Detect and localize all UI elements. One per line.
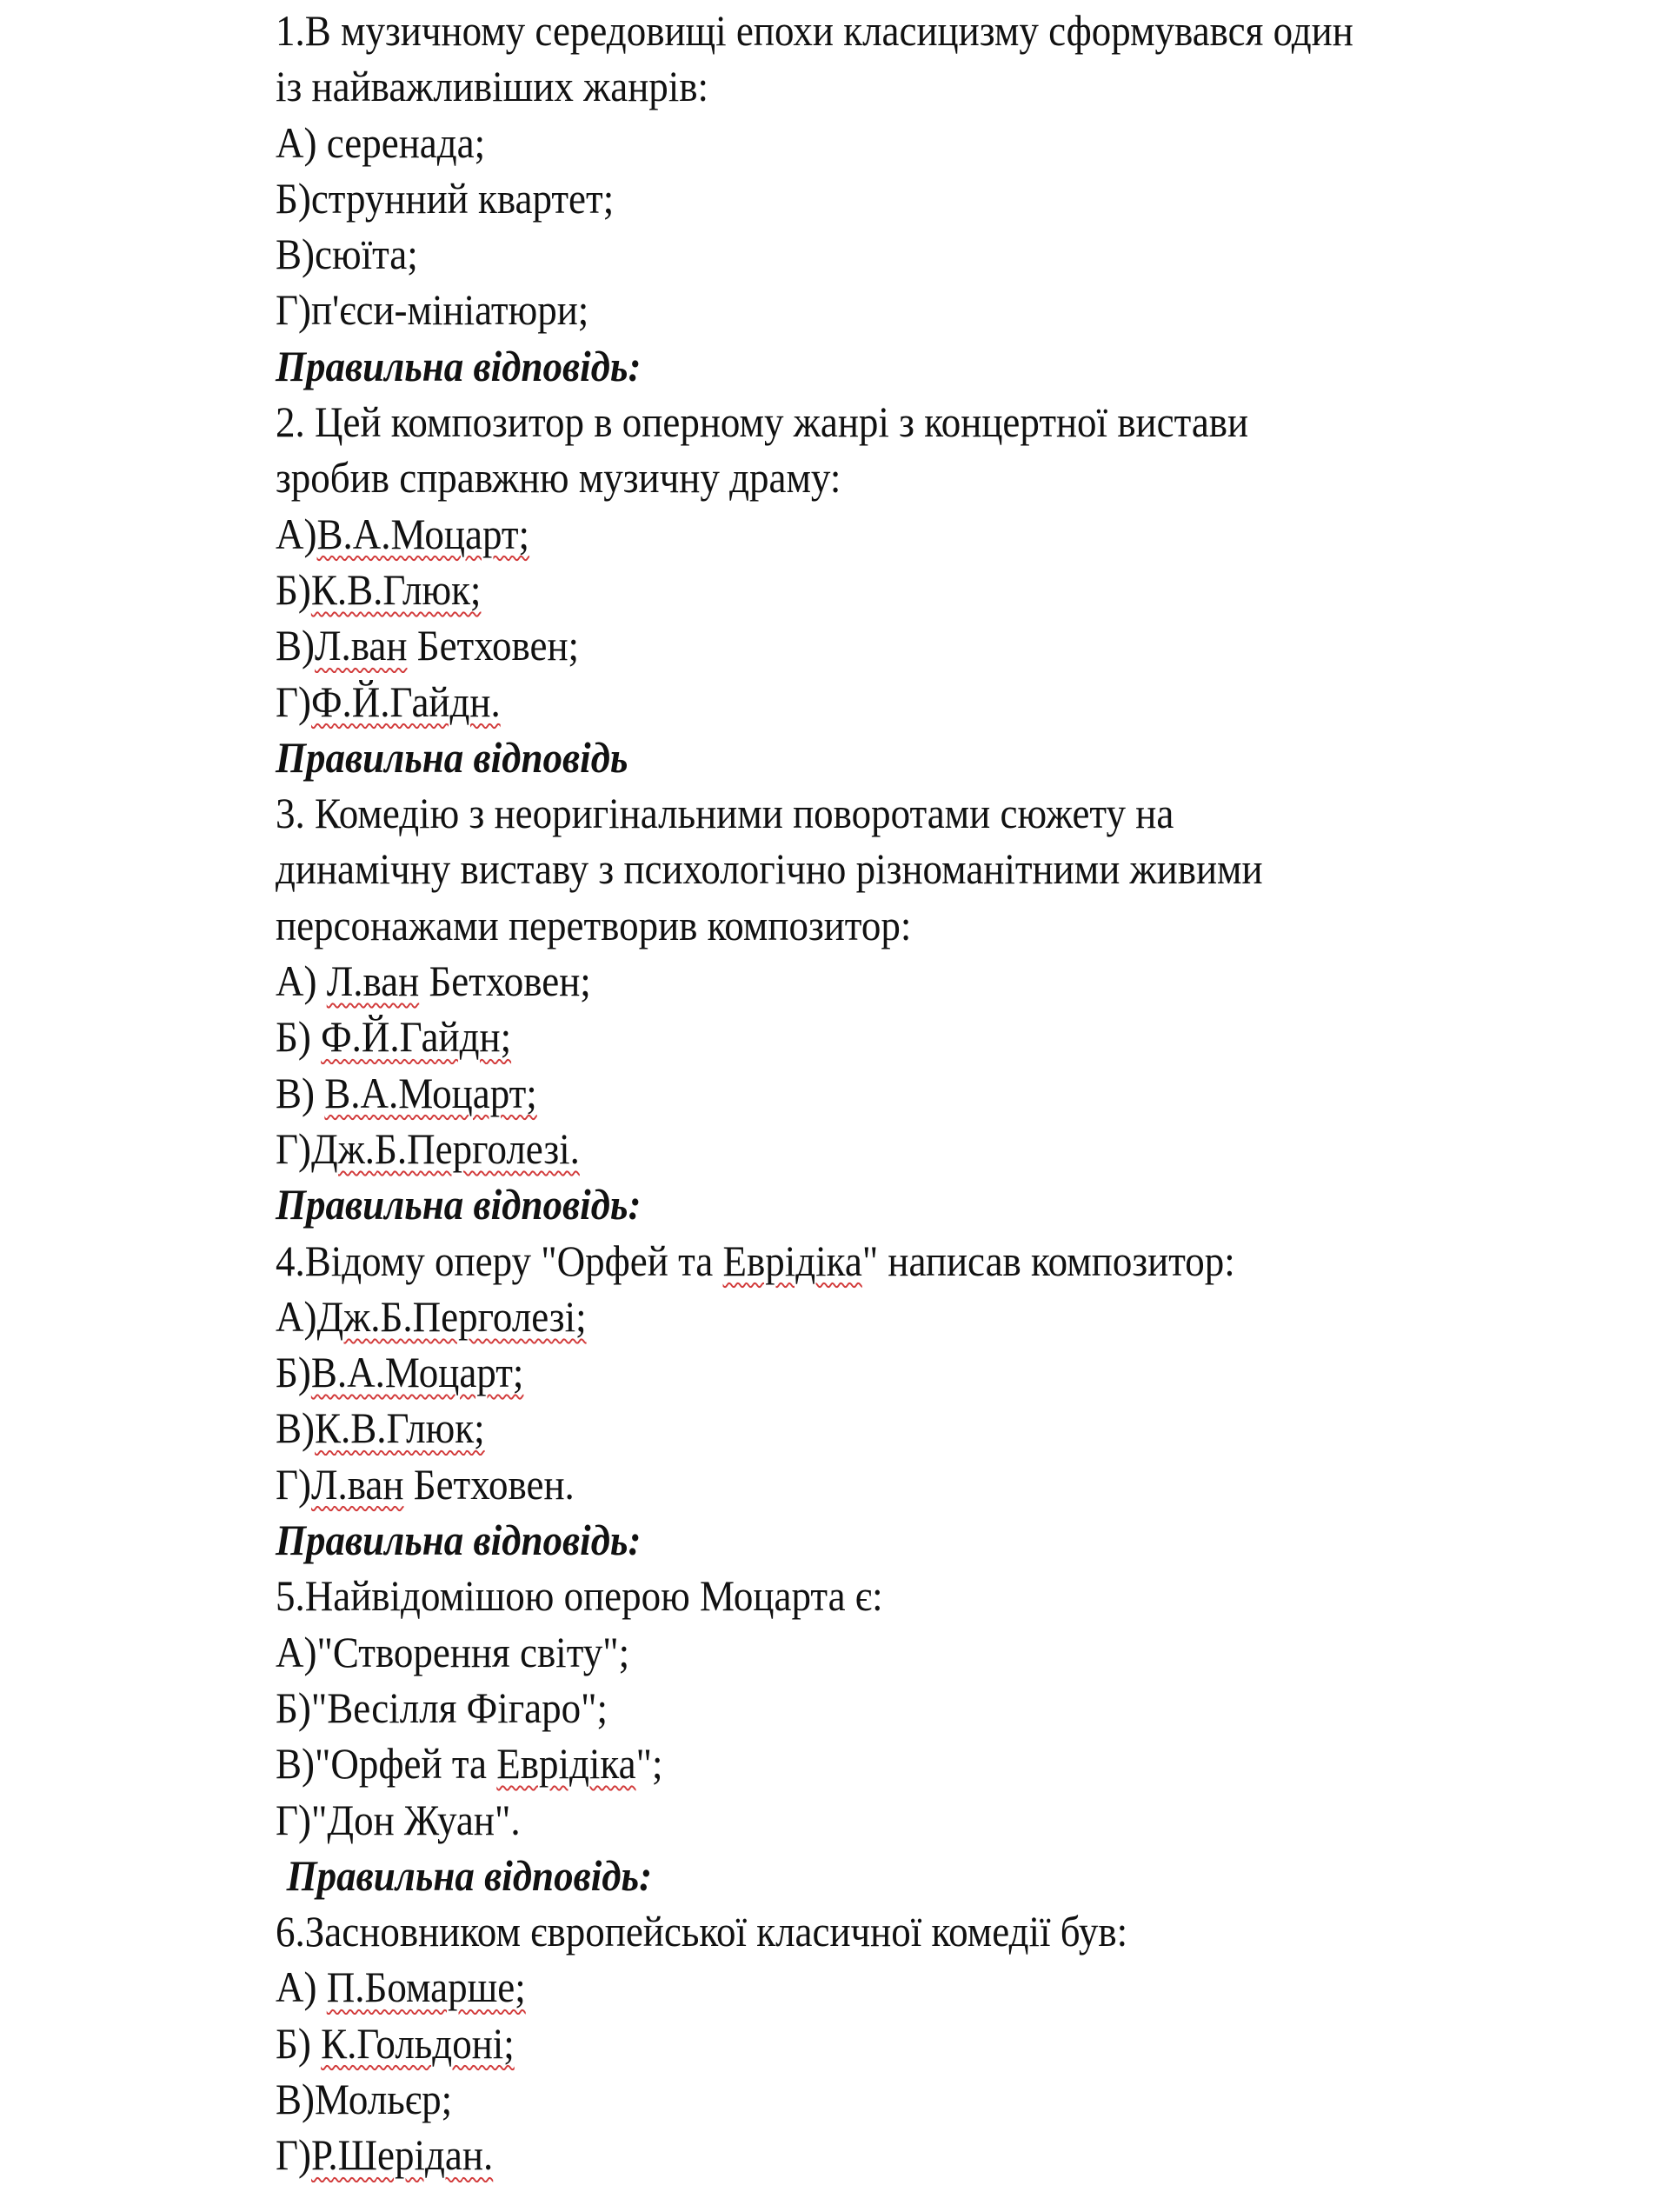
text-segment: 1.В музичному середовищі епохи класицизму сформувався один — [276, 6, 1353, 55]
answer-option — [276, 506, 1496, 562]
text-segment: із найважливіших жанрів: — [276, 62, 709, 111]
text-segment: А)"Створення світу"; — [276, 1627, 630, 1676]
text-segment: 3. Комедію з неоригінальними поворотами сюжету на — [276, 789, 1174, 838]
answer-option — [276, 1456, 1496, 1512]
text-segment: 5.Найвідомішою оперою Моцарта є: — [276, 1571, 883, 1621]
document-page — [276, 3, 1632, 2183]
answer-option — [276, 1289, 1496, 1344]
question-text-line — [276, 394, 1496, 450]
text-segment: В)сюїта; — [276, 230, 418, 279]
text-segment: Правильна відповідь: — [286, 1850, 653, 1900]
answer-option — [276, 2127, 1496, 2182]
spellcheck-flagged-word: Л.ван — [311, 1459, 404, 1509]
question-text-line — [276, 1903, 1496, 1959]
text-segment: персонажами перетворив композитор: — [276, 900, 912, 949]
text-segment: Б)"Весілля Фігаро"; — [276, 1682, 608, 1732]
spellcheck-flagged-word: В.А.Моцарт; — [310, 1348, 524, 1397]
text-segment: зробив справжню музичну драму: — [276, 453, 841, 503]
question-text-line — [276, 785, 1496, 841]
text-segment: Г)"Дон Жуан". — [276, 1795, 521, 1844]
question-text-line — [276, 1233, 1496, 1289]
text-segment: 4.Відому оперу "Орфей та — [276, 1236, 723, 1285]
text-segment: Правильна відповідь: — [276, 1516, 642, 1565]
text-segment: Правильна відповідь — [276, 732, 628, 782]
spellcheck-flagged-word: К.В.Глюк; — [315, 1403, 485, 1453]
answer-option — [276, 1400, 1496, 1456]
text-segment: Правильна відповідь: — [276, 341, 642, 390]
spellcheck-flagged-word: П.Бомарше; — [326, 1962, 526, 2012]
answer-option — [276, 2071, 1496, 2127]
text-segment: 6.Засновником європейської класичної комедії був: — [276, 1907, 1128, 1956]
answer-option — [276, 282, 1496, 337]
spellcheck-flagged-word: Л.ван — [315, 621, 408, 670]
spellcheck-flagged-word: Еврідіка — [496, 1739, 636, 1789]
text-segment: В) — [276, 1403, 315, 1453]
text-segment: динамічну виставу з психологічно різноманітними живими — [276, 844, 1263, 894]
text-segment: А) серенада; — [276, 117, 486, 167]
text-segment: Г)п'єси-мініатюри; — [276, 285, 589, 335]
text-segment: В) — [276, 621, 315, 670]
correct-answer-label — [276, 1512, 1496, 1568]
spellcheck-flagged-word: Дж.Б.Перголезі. — [311, 1123, 580, 1173]
question-text-line — [276, 58, 1496, 114]
text-segment: В)Мольєр; — [276, 2074, 453, 2123]
text-segment: А) — [276, 1962, 327, 2012]
spellcheck-flagged-word: Ф.Й.Гайдн. — [311, 676, 501, 726]
answer-option — [276, 953, 1496, 1009]
answer-option — [276, 1680, 1496, 1736]
spellcheck-flagged-word: Ф.Й.Гайдн; — [321, 1012, 512, 1062]
question-text-line — [276, 1568, 1496, 1623]
question-text-line — [276, 3, 1496, 58]
text-segment: 2. Цей композитор в оперному жанрі з концертної вистави — [276, 397, 1249, 447]
spellcheck-flagged-word: В.А.Моцарт; — [316, 509, 530, 558]
answer-option — [276, 1792, 1496, 1848]
text-segment: Бетховен; — [419, 956, 591, 1006]
text-segment: В) — [276, 1068, 325, 1117]
answer-option — [276, 617, 1496, 673]
text-segment: Бетховен. — [403, 1459, 575, 1509]
answer-option — [276, 115, 1496, 170]
text-segment: Г) — [276, 1459, 312, 1509]
spellcheck-flagged-word: Р.Шерідан. — [311, 2130, 494, 2180]
answer-option — [276, 1065, 1496, 1121]
text-segment: Б) — [276, 2018, 322, 2068]
correct-answer-label — [276, 338, 1496, 394]
answer-option — [276, 1624, 1496, 1680]
text-segment: А) — [276, 1291, 317, 1341]
question-text-line — [276, 897, 1496, 953]
answer-option — [276, 562, 1496, 617]
spellcheck-flagged-word: Л.ван — [326, 956, 420, 1006]
text-segment: В)"Орфей та — [276, 1739, 497, 1789]
text-segment: Бетховен; — [407, 621, 580, 670]
answer-option — [276, 2015, 1496, 2071]
spellcheck-flagged-word: К.Гольдоні; — [321, 2018, 515, 2068]
answer-option — [276, 1009, 1496, 1064]
correct-answer-label — [276, 1848, 1496, 1903]
spellcheck-flagged-word: К.В.Глюк; — [310, 564, 482, 614]
text-segment: Б) — [276, 1012, 322, 1062]
text-segment: " написав композитор: — [861, 1236, 1235, 1285]
text-segment: Г) — [276, 676, 312, 726]
correct-answer-label — [276, 730, 1496, 785]
correct-answer-label — [276, 1176, 1496, 1232]
spellcheck-flagged-word: Дж.Б.Перголезі; — [316, 1291, 587, 1341]
spellcheck-flagged-word: Еврідіка — [722, 1236, 862, 1285]
text-segment: Правильна відповідь: — [276, 1180, 642, 1229]
text-segment: А) — [276, 956, 327, 1006]
answer-option — [276, 1121, 1496, 1176]
text-segment: Г) — [276, 2130, 312, 2180]
text-segment: Г) — [276, 1123, 312, 1173]
text-segment: Б) — [276, 1348, 311, 1397]
question-text-line — [276, 841, 1496, 896]
question-text-line — [276, 450, 1496, 505]
text-segment: А) — [276, 509, 317, 558]
text-segment: Б) — [276, 564, 311, 614]
answer-option — [276, 226, 1496, 282]
answer-option — [276, 1959, 1496, 2015]
answer-option — [276, 1344, 1496, 1400]
spellcheck-flagged-word: В.А.Моцарт; — [324, 1068, 537, 1117]
text-segment: "; — [635, 1739, 663, 1789]
answer-option — [276, 170, 1496, 226]
answer-option — [276, 674, 1496, 730]
text-segment: Б)струнний квартет; — [276, 173, 615, 223]
answer-option — [276, 1736, 1496, 1791]
